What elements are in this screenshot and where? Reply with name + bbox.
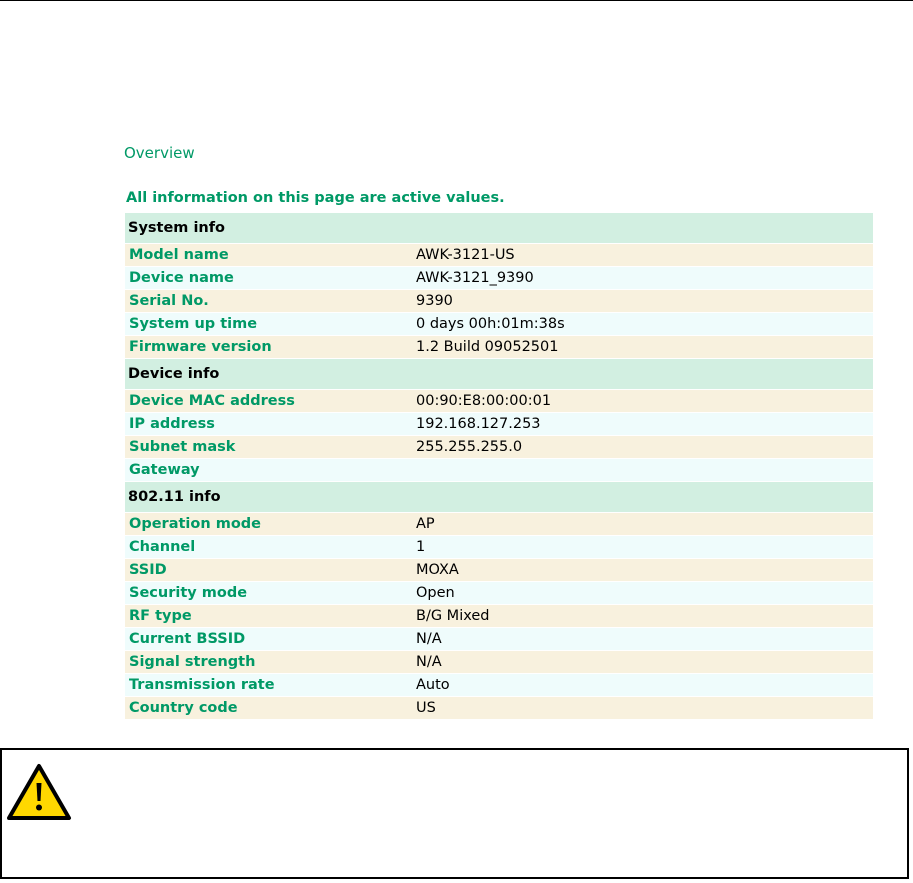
row-label: Security mode (129, 585, 248, 601)
table-row (125, 582, 873, 605)
section-title: 802.11 info (128, 489, 221, 505)
row-label: Model name (129, 247, 229, 263)
section-header-system-info (125, 213, 873, 244)
overview-info-table (125, 213, 873, 720)
page-title: Overview (124, 144, 195, 162)
table-row (125, 559, 873, 582)
section-header-device-info (125, 359, 873, 390)
row-label: Operation mode (129, 516, 261, 532)
table-row (125, 413, 873, 436)
section-header-80211-info (125, 482, 873, 513)
table-row (125, 697, 873, 720)
active-values-note: All information on this page are active values. (126, 190, 505, 206)
row-value: Open (416, 585, 455, 601)
row-value: N/A (416, 631, 442, 647)
row-label: Serial No. (129, 293, 209, 309)
row-value: Auto (416, 677, 450, 693)
table-row (125, 290, 873, 313)
warning-box (0, 748, 909, 879)
row-value: 0 days 00h:01m:38s (416, 316, 565, 332)
table-row (125, 674, 873, 697)
table-row (125, 390, 873, 413)
row-value: AWK-3121_9390 (416, 270, 534, 286)
row-label: Signal strength (129, 654, 256, 670)
table-row (125, 513, 873, 536)
row-label: IP address (129, 416, 215, 432)
section-title: Device info (128, 366, 220, 382)
table-row (125, 651, 873, 674)
row-value: 192.168.127.253 (416, 416, 541, 432)
row-value: 1.2 Build 09052501 (416, 339, 559, 355)
table-row (125, 459, 873, 482)
table-row (125, 536, 873, 559)
top-rule (0, 0, 913, 1)
row-value: 00:90:E8:00:00:01 (416, 393, 552, 409)
table-row (125, 605, 873, 628)
table-row (125, 436, 873, 459)
row-label: System up time (129, 316, 258, 332)
row-value: US (416, 700, 436, 716)
row-label: Country code (129, 700, 238, 716)
row-label: Subnet mask (129, 439, 236, 455)
row-value: B/G Mixed (416, 608, 490, 624)
row-label: Transmission rate (129, 677, 275, 693)
table-row (125, 313, 873, 336)
row-label: Device name (129, 270, 234, 286)
row-label: Device MAC address (129, 393, 295, 409)
section-title: System info (128, 220, 226, 236)
table-row (125, 336, 873, 359)
row-value: AP (416, 516, 435, 532)
row-label: Channel (129, 539, 196, 555)
row-label: SSID (129, 562, 167, 578)
row-value: AWK-3121-US (416, 247, 515, 263)
row-label: Current BSSID (129, 631, 246, 647)
table-row (125, 267, 873, 290)
row-value: 1 (416, 539, 426, 555)
table-row (125, 244, 873, 267)
warning-triangle-icon (6, 763, 72, 822)
row-label: Gateway (129, 462, 200, 478)
row-value: N/A (416, 654, 442, 670)
row-label: Firmware version (129, 339, 272, 355)
row-value: 9390 (416, 293, 453, 309)
table-row (125, 628, 873, 651)
row-value: 255.255.255.0 (416, 439, 523, 455)
row-label: RF type (129, 608, 192, 624)
row-value: MOXA (416, 562, 459, 578)
